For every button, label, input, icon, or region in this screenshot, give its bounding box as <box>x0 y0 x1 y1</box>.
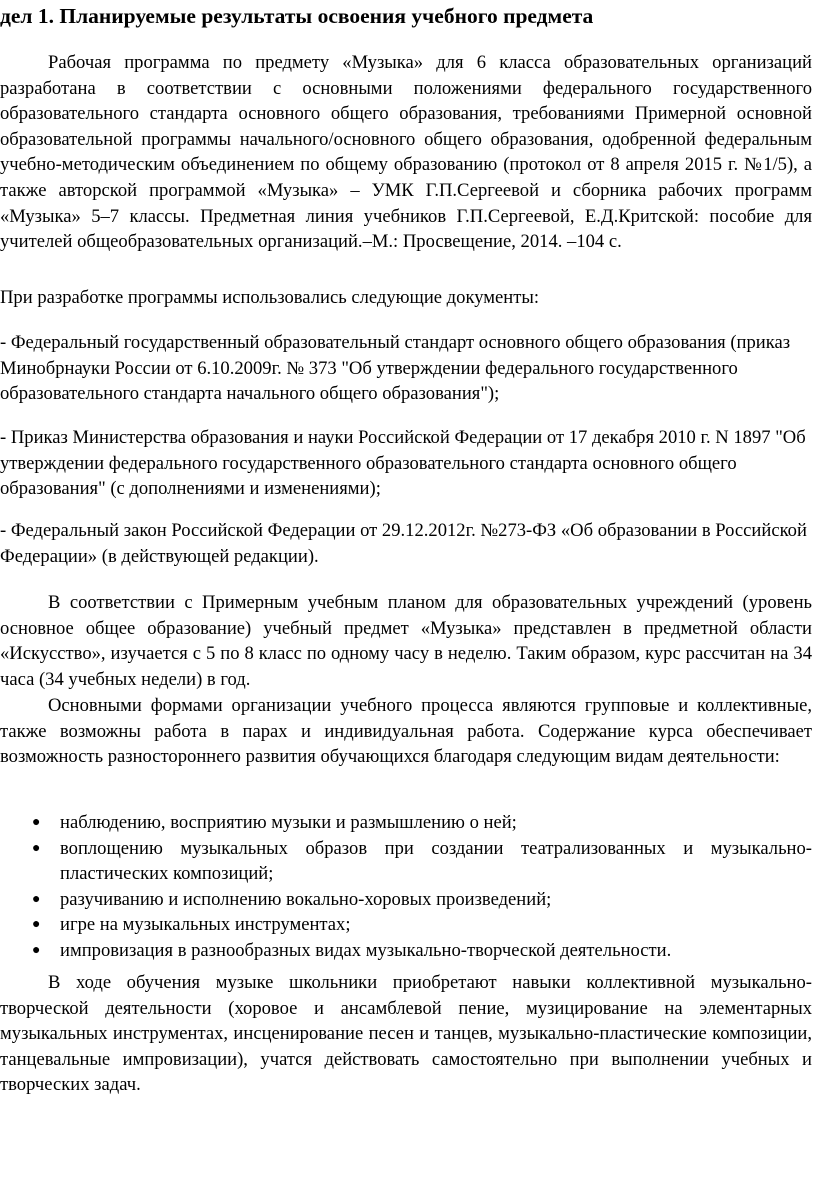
list-item-text: разучиванию и исполнению вокально-хоровых произведений; <box>60 888 552 910</box>
list-item-text: воплощению музыкальных образов при создании театрализованных и музыкально-пластических композиций; <box>60 837 812 885</box>
bullet-icon: ● <box>32 942 41 958</box>
list-item <box>0 836 812 887</box>
list-item <box>0 912 812 938</box>
list-item-text: игре на музыкальных инструментах; <box>60 914 351 936</box>
document-item-order: - Приказ Министерства образования и науки Российской Федерации от 17 декабря 2010 г. N 1897 "Об утверждении федерального государственного образовательного стандарта основного общего образования" (с дополнениями и изменениями); <box>0 427 806 500</box>
outcome-paragraph: В ходе обучения музыке школьники приобретают навыки коллективной музыкально-творческой деятельности (хоровое и ансамблевой пение, музицирование на элементарных музыкальных инструментах, инсценирование песен и танцев, музыкально-пластические композиции, танцевальные импровизации), учатся действовать самостоятельно при выполнении учебных и творческих задач. <box>0 972 812 1096</box>
list-item-text: наблюдению, восприятию музыки и размышлению о ней; <box>60 812 517 833</box>
bullet-icon: ● <box>32 815 41 830</box>
curriculum-paragraph: В соответствии с Примерным учебным планом для образовательных учреждений (уровень основное общее образование) учебный предмет «Музыка» представлен в предметной области «Искусство», изучается с 5 по 8 класс по одному часу в неделю. Таким образом, курс рассчитан на 34 часа (34 учебных недели) в год. <box>0 592 812 690</box>
intro-paragraph: Рабочая программа по предмету «Музыка» для 6 класса образовательных организаций разработана в соответствии с основными положениями федерального государственного образовательного стандарта основного общего образования, требованиями Примерной основной образовательной программы начального/основного общего образования, одобренной федеральным учебно-методическим объединением по общему образованию (протокол от 8 апреля 2015 г. №1/5), а также авторской программой «Музыка» – УМК Г.П.Сергеевой и сборника рабочих программ «Музыка» 5–7 классы. Предметная линия учебников Г.П.Сергеевой, Е.Д.Критской: пособие для учителей общеобразовательных организаций.–М.: Просвещение, 2014. –104 с. <box>0 52 812 253</box>
bullet-icon: ● <box>32 891 41 907</box>
list-item <box>0 810 812 836</box>
list-item <box>0 938 812 964</box>
forms-paragraph: Основными формами организации учебного процесса являются групповые и коллективные, также возможны работа в парах и индивидуальная работа. Содержание курса обеспечивает возможность разностороннего развития обучающихся благодаря следующим видам деятельности: <box>0 695 812 768</box>
section-heading: дел 1. Планируемые результаты освоения учебного предмета <box>0 4 594 28</box>
documents-intro-paragraph: При разработке программы использовались следующие документы: <box>0 287 540 308</box>
list-item <box>0 887 812 913</box>
bullet-icon: ● <box>32 917 41 933</box>
bullet-icon: ● <box>32 840 41 856</box>
document-item-law: - Федеральный закон Российской Федерации от 29.12.2012г. №273-ФЗ «Об образовании в Российской Федерации» (в действующей редакции). <box>0 520 807 567</box>
list-item-text: импровизация в разнообразных видах музыкально-творческой деятельности. <box>60 939 672 961</box>
activities-list <box>0 810 812 964</box>
document-item-fgos: - Федеральный государственный образовательный стандарт основного общего образования (приказ Минобрнауки России от 6.10.2009г. № 373 "Об утверждении федерального государственного образовательного стандарта начального общего образования"); <box>0 332 791 405</box>
